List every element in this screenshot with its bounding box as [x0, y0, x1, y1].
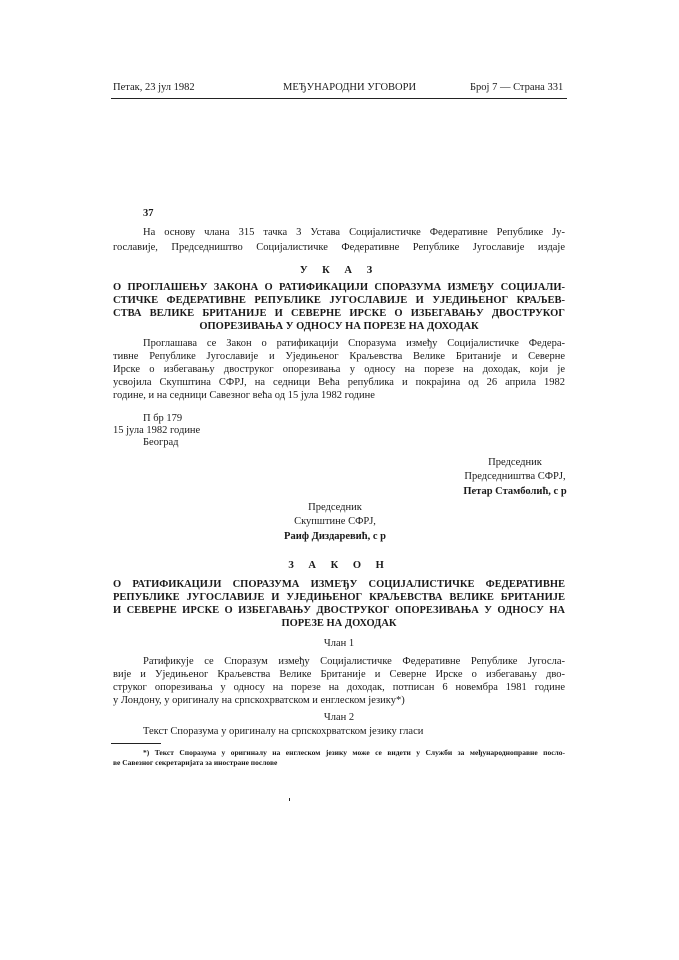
footnote-rule — [111, 743, 161, 744]
article-2-text: Текст Споразума у оригиналу на српскохрватском језику гласи — [143, 726, 424, 737]
header-rule — [111, 98, 567, 99]
ukaz-title-line: ОПОРЕЗИВАЊА У ОДНОСУ НА ПОРЕЗЕ НА ДОХОДАК — [199, 321, 479, 332]
zakon-title-line: И СЕВЕРНЕ ИРСКЕ О ИЗБЕГАВАЊУ ДВОСТРУКОГ ОПОРЕЗИВАЊА У ОДНОСУ НА — [113, 605, 565, 616]
zakon-heading: З А К О Н — [288, 560, 390, 571]
zakon-title-line: О РАТИФИКАЦИЈИ СПОРАЗУМА ИЗМЕЂУ СОЦИЈАЛИСТИЧКЕ ФЕДЕРАТИВНЕ — [113, 579, 565, 590]
ukaz-body-line: године, и на седници Савезног већа од 15 јула 1982 године — [113, 390, 375, 401]
ref-number: П бр 179 — [143, 413, 183, 424]
signature-office: Председништва СФРЈ, — [464, 471, 566, 482]
ukaz-body-line: Ирске о избегавању двоструког опорезивања у односу на порезе на доходак, који је — [113, 364, 565, 375]
signature-name: Петар Стамболић, с р — [463, 486, 567, 497]
header-date: Петак, 23 јул 1982 — [113, 82, 195, 93]
zakon-title-line: ПОРЕЗЕ НА ДОХОДАК — [281, 618, 397, 629]
signature-name: Раиф Диздаревић, с р — [284, 531, 386, 542]
article-1-heading: Члан 1 — [323, 638, 355, 649]
ref-place: Београд — [143, 437, 179, 448]
article-1-line: струког опорезивања у односу на порезе на доходак, потписан 6 новембра 1981 године — [113, 682, 565, 693]
signature-office: Скупштине СФРЈ, — [294, 516, 376, 527]
scan-speck — [289, 798, 290, 801]
header-page: Број 7 — Страна 331 — [470, 82, 564, 93]
ref-date: 15 јула 1982 године — [113, 425, 201, 436]
ukaz-title-line: СТИЧКЕ ФЕДЕРАТИВНЕ РЕПУБЛИКЕ ЈУГОСЛАВИЈЕ И УЈЕДИЊЕНОГ КРАЉЕВ- — [113, 295, 565, 306]
ukaz-body-line: тивне Републике Југославије и Уједињеног Краљевства Велике Британије и Северне — [113, 351, 565, 362]
ukaz-heading: У К А З — [299, 265, 379, 276]
article-1-line: вије и Уједињеног Краљевства Велике Британије и Северне Ирске о избегавању дво- — [113, 669, 565, 680]
zakon-title-line: РЕПУБЛИКЕ ЈУГОСЛАВИЈЕ И УЈЕДИЊЕНОГ КРАЉЕВСТВА ВЕЛИКЕ БРИТАНИЈЕ — [113, 592, 565, 603]
signature-title: Председник — [308, 502, 362, 513]
ukaz-body-line: Проглашава се Закон о ратификацији Споразума између Социјалистичке Федера- — [143, 338, 565, 349]
footnote-line: *) Текст Споразума у оригиналу на енглеском језику може се видети у Служби за међународноправне посло- — [143, 748, 565, 757]
ukaz-title-line: СТВА ВЕЛИКЕ БРИТАНИЈЕ И СЕВЕРНЕ ИРСКЕ О ИЗБЕГАВАЊУ ДВОСТРУКОГ — [113, 308, 565, 319]
preamble-line: На основу члана 315 тачка 3 Устава Социјалистичке Федеративне Републике Ју- — [143, 227, 565, 238]
article-1-line: Ратификује се Споразум између Социјалистичке Федеративне Републике Југосла- — [143, 656, 565, 667]
ukaz-title-line: О ПРОГЛАШЕЊУ ЗАКОНА О РАТИФИКАЦИЈИ СПОРАЗУМА ИЗМЕЂУ СОЦИЈАЛИ- — [113, 282, 565, 293]
preamble-line: гославије, Председништво Социјалистичке Федеративне Републике Југославије издаје — [113, 242, 565, 253]
ukaz-body-line: усвојила Скупштина СФРЈ, на седници Већа република и покрајина од 26 априла 1982 — [113, 377, 565, 388]
footnote-line: ве Савезног секретаријата за иностране послове — [113, 758, 278, 767]
article-1-line: у Лондону, у оригиналу на српскохрватском и енглеском језику*) — [113, 695, 405, 706]
header-title: МЕЂУНАРОДНИ УГОВОРИ — [283, 82, 417, 93]
article-2-heading: Члан 2 — [323, 712, 355, 723]
signature-title: Председник — [488, 457, 542, 468]
document-number: 37 — [143, 208, 154, 219]
